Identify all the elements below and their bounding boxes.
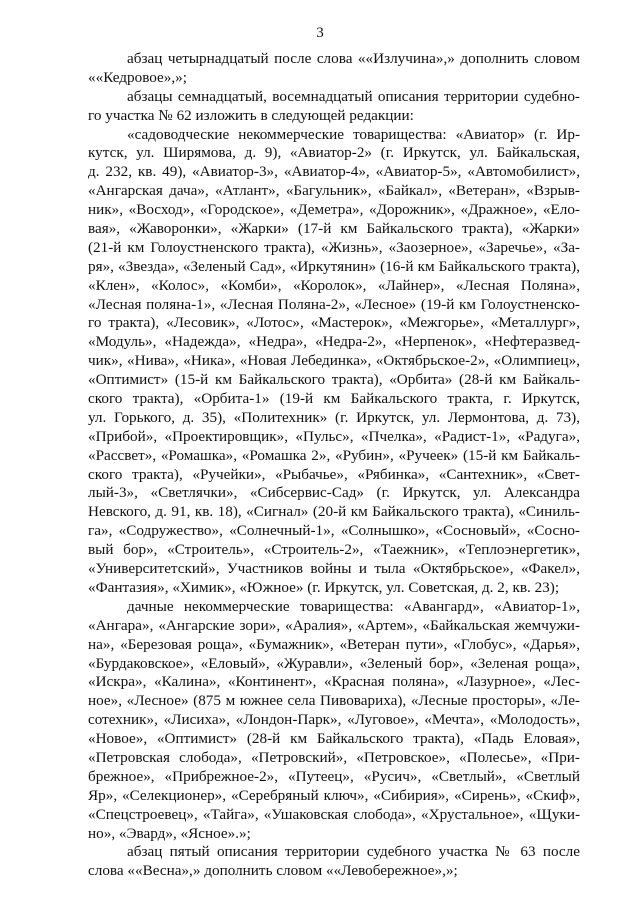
text-line: «Петровская слобода», «Петровский», «Петровское», «Полесье», «При- (88, 748, 580, 766)
text-line: сотехник», «Лисиха», «Лондон-Парк», «Луговое», «Мечта», «Молодость», (88, 711, 580, 729)
text-line: (21-й км Голоустненского тракта), «Жизнь», «Заозерное», «Заречье», «За- (88, 238, 580, 256)
text-line: «Спецстроевец», «Тайга», «Ушаковская слобода», «Хрустальное», «Щуки- (88, 805, 580, 823)
text-line: кутск, ул. Ширямова, д. 9), «Авиатор-2» (г. Иркутск, ул. Байкальская, (88, 144, 580, 162)
text-line: «Оптимист» (15-й км Байкальского тракта), «Орбита» (28-й км Байкаль- (88, 371, 580, 389)
text-line: го тракта), «Лесовик», «Лотос», «Мастерок», «Межгорье», «Металлург», (88, 314, 580, 332)
text-line: ского тракта), «Орбита-1» (19-й км Байкальского тракта, г. Иркутск, (88, 390, 580, 408)
text-line: ул. Горького, д. 35), «Политехник» (г. Иркутск, ул. Лермонтова, д. 73), (88, 408, 580, 426)
text-line: «садоводческие некоммерческие товарищества: «Авиатор» (г. Ир- (127, 125, 580, 143)
text-line: ное», «Лесное» (875 м южнее села Пивовариха), «Лесные просторы», «Ле- (88, 692, 580, 710)
text-line: га», «Содружество», «Солнечный-1», «Солнышко», «Сосновый», «Сосно- (88, 522, 580, 540)
text-line: «Университетский», Участников войны и тыла «Октябрьское», «Факел», (88, 560, 580, 578)
text-line: «Бурдаковское», «Еловый», «Журавли», «Зеленый бор», «Зеленая роща», (88, 654, 580, 672)
text-line: Яр», «Селекционер», «Серебряный ключ», «Сибирия», «Сирень», «Скиф», (88, 786, 580, 804)
text-line: на», «Березовая роща», «Бумажник», «Ветеран пути», «Глобус», «Дарья», (88, 635, 580, 653)
text-line: слова ««Весна»,» дополнить словом ««Левобережное»,»; (88, 862, 458, 880)
text-line: абзацы семнадцатый, восемнадцатый описания территории судебно- (127, 87, 580, 105)
text-line: «Искра», «Калина», «Континент», «Красная поляна», «Лазурное», «Лес- (88, 673, 580, 691)
text-line: вая», «Жаворонки», «Жарки» (17-й км Байкальского тракта), «Жарки» (88, 220, 580, 238)
text-line: но», «Эвард», «Ясное».»; (88, 824, 251, 842)
text-line: чик», «Нива», «Ника», «Новая Лебединка», «Октябрьское-2», «Олимпиец», (88, 352, 580, 370)
text-line: ник», «Восход», «Городское», «Деметра», «Дорожник», «Дражное», «Ело- (88, 201, 580, 219)
text-line: «Ангара», «Ангарские зори», «Аралия», «Артем», «Байкальская жемчужи- (88, 616, 580, 634)
text-line: лый-3», «Светлячки», «Сибсервис-Сад» (г. Иркутск, ул. Александра (88, 484, 580, 502)
text-line: ««Кедровое»,»; (88, 68, 187, 86)
text-line: «Новое», «Оптимист» (28-й км Байкальского тракта), «Падь Еловая», (88, 730, 580, 748)
document-body (88, 50, 580, 881)
text-line: «Модуль», «Надежда», «Недра», «Недра-2», «Нерпенок», «Нефтеразвед- (88, 333, 580, 351)
text-line: ря», «Звезда», «Зеленый Сад», «Иркутянин» (16-й км Байкальского тракта), (88, 257, 580, 275)
text-line: «Лесная поляна-1», «Лесная Поляна-2», «Лесное» (19-й км Голоустненско- (88, 295, 580, 313)
page-number: 3 (316, 25, 324, 41)
text-line: «Рассвет», «Ромашка», «Ромашка 2», «Рубин», «Ручеек» (15-й км Байкаль- (88, 446, 580, 464)
text-line: «Фантазия», «Химик», «Южное» (г. Иркутск, ул. Советская, д. 2, кв. 23); (88, 578, 560, 596)
text-line: «Прибой», «Проектировщик», «Пульс», «Пчелка», «Радист-1», «Радуга», (88, 427, 580, 445)
text-line: д. 232, кв. 49), «Авиатор-3», «Авиатор-4», «Авиатор-5», «Автомобилист», (88, 163, 580, 181)
text-line: абзац пятый описания территории судебного участка № 63 после (127, 843, 580, 861)
text-line: Невского, д. 91, кв. 18), «Сигнал» (20-й км Байкальского тракта), «Синиль- (88, 503, 580, 521)
text-line: «Ангарская дача», «Атлант», «Багульник», «Байкал», «Ветеран», «Взрыв- (88, 182, 580, 200)
text-line: ского тракта), «Ручейки», «Рыбачье», «Рябинка», «Сантехник», «Свет- (88, 465, 580, 483)
text-line: го участка № 62 изложить в следующей редакции: (88, 106, 414, 124)
text-line: абзац четырнадцатый после слова ««Излучина»,» дополнить словом (127, 50, 580, 67)
text-line: брежное», «Прибрежное-2», «Путеец», «Русич», «Светлый», «Светлый (88, 767, 580, 785)
text-line: дачные некоммерческие товарищества: «Авангард», «Авиатор-1», (127, 597, 580, 615)
text-line: «Клен», «Колос», «Комби», «Королок», «Лайнер», «Лесная Поляна», (88, 276, 580, 294)
text-line: вый бор», «Строитель», «Строитель-2», «Таежник», «Теплоэнергетик», (88, 541, 580, 559)
